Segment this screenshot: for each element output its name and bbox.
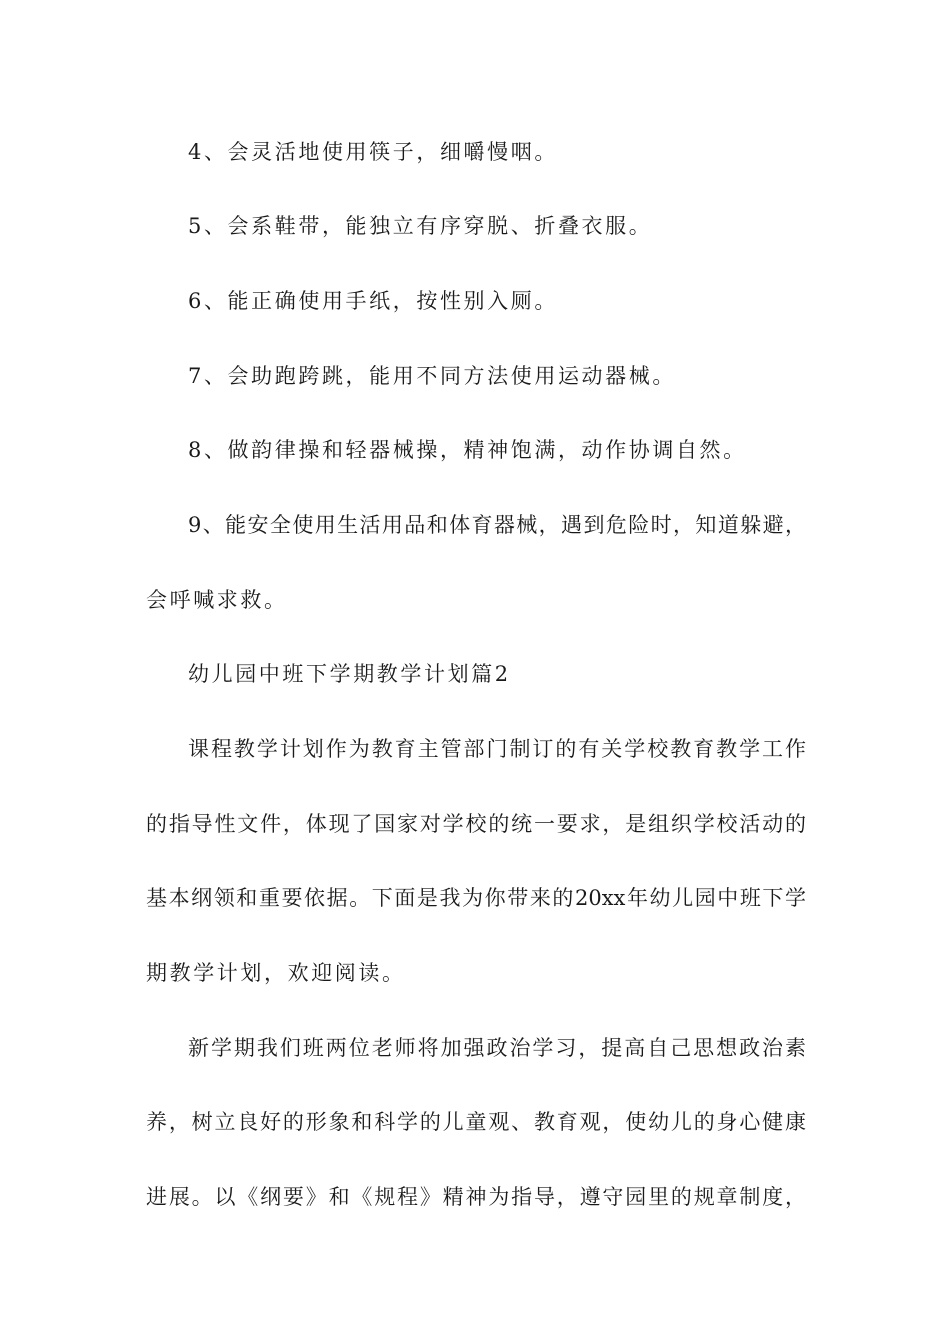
list-item-8: 8、做韵律操和轻器械操，精神饱满，动作协调自然。 bbox=[188, 438, 747, 462]
paragraph-1-line-2: 的指导性文件，体现了国家对学校的统一要求，是组织学校活动的 bbox=[146, 812, 806, 836]
list-item-4: 4、会灵活地使用筷子，细嚼慢咽。 bbox=[188, 140, 558, 164]
paragraph-1-line-1: 课程教学计划作为教育主管部门制订的有关学校教育教学工作 bbox=[188, 737, 806, 761]
paragraph-1-line-3: 基本纲领和重要依据。下面是我为你带来的20xx年幼儿园中班下学 bbox=[146, 886, 806, 910]
paragraph-2-line-2: 养，树立良好的形象和科学的儿童观、教育观，使幼儿的身心健康 bbox=[146, 1110, 806, 1134]
list-item-9: 9、能安全使用生活用品和体育器械，遇到危险时，知道躲避， bbox=[188, 513, 806, 537]
paragraph-1-line-4: 期教学计划，欢迎阅读。 bbox=[146, 961, 406, 985]
section-heading: 幼儿园中班下学期教学计划篇2 bbox=[188, 662, 511, 686]
list-item-5: 5、会系鞋带，能独立有序穿脱、折叠衣服。 bbox=[188, 214, 653, 238]
list-item-9-continued: 会呼喊求救。 bbox=[146, 588, 288, 612]
list-item-6: 6、能正确使用手纸，按性别入厕。 bbox=[188, 289, 558, 313]
paragraph-2-line-3: 进展。以《纲要》和《规程》精神为指导，遵守园里的规章制度， bbox=[146, 1185, 806, 1209]
list-item-7: 7、会助跑跨跳，能用不同方法使用运动器械。 bbox=[188, 364, 676, 388]
paragraph-2-line-1: 新学期我们班两位老师将加强政治学习，提高自己思想政治素 bbox=[188, 1036, 806, 1060]
